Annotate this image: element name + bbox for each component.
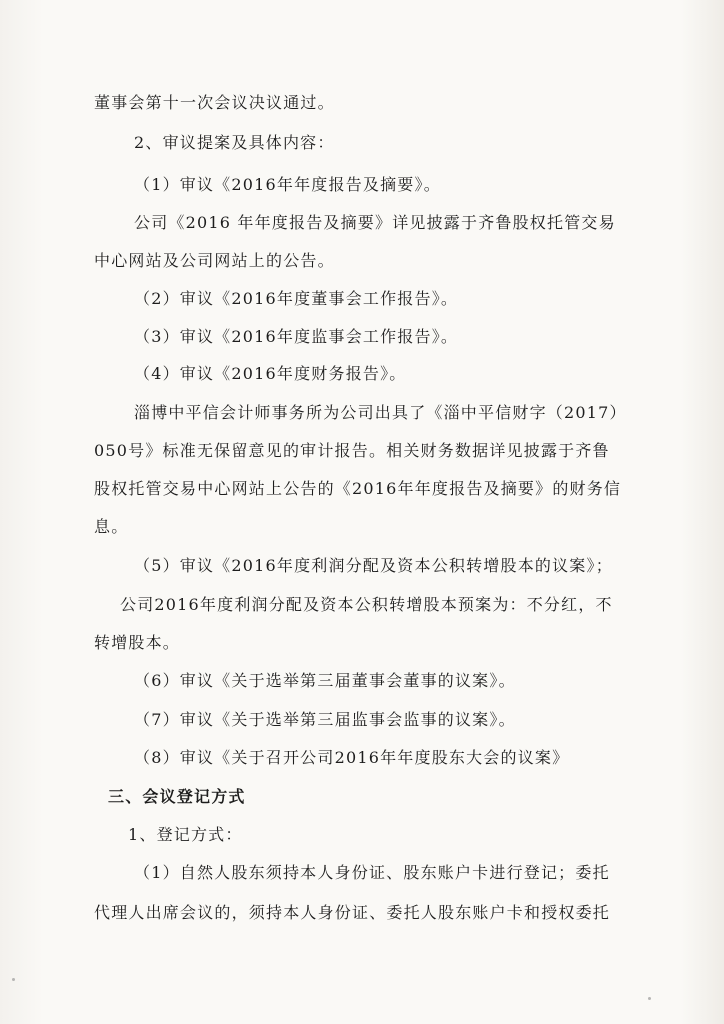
text-line-3: （1）审议《2016年年度报告及摘要》。 (134, 175, 441, 194)
scan-speck (12, 978, 15, 981)
text-line-5: 中心网站及公司网站上的公告。 (94, 251, 335, 270)
section-heading: 三、会议登记方式 (108, 787, 246, 806)
text-line-21: （1）自然人股东须持本人身份证、股东账户卡进行登记；委托 (134, 863, 610, 882)
text-line-4: 公司《2016 年年度报告及摘要》详见披露于齐鲁股权托管交易 (134, 213, 616, 232)
scan-speck (648, 997, 651, 1000)
text-line-15: 转增股本。 (94, 633, 181, 652)
text-line-8: （4）审议《2016年度财务报告》。 (134, 364, 407, 383)
text-line-10: 050号》标准无保留意见的审计报告。相关财务数据详见披露于齐鲁 (94, 441, 610, 460)
text-line-1: 董事会第十一次会议决议通过。 (94, 93, 335, 112)
text-line-16: （6）审议《关于选举第三届董事会董事的议案》。 (134, 671, 516, 690)
text-line-11: 股权托管交易中心网站上公告的《2016年年度报告及摘要》的财务信 (94, 479, 622, 498)
text-line-18: （8）审议《关于召开公司2016年年度股东大会的议案》 (134, 748, 570, 767)
text-line-2: 2、审议提案及具体内容： (134, 133, 335, 152)
text-line-9: 淄博中平信会计师事务所为公司出具了《淄中平信财字（2017） (134, 403, 627, 422)
text-line-13: （5）审议《2016年度利润分配及资本公积转增股本的议案》； (134, 556, 613, 575)
text-line-14: 公司2016年度利润分配及资本公积转增股本预案为：不分红，不 (120, 595, 613, 614)
text-line-12: 息。 (94, 517, 129, 536)
text-line-17: （7）审议《关于选举第三届监事会监事的议案》。 (134, 710, 516, 729)
text-line-20: 1、登记方式： (128, 825, 243, 844)
text-line-7: （3）审议《2016年度监事会工作报告》。 (134, 327, 459, 346)
text-line-6: （2）审议《2016年度董事会工作报告》。 (134, 289, 459, 308)
text-line-22: 代理人出席会议的，须持本人身份证、委托人股东账户卡和授权委托 (94, 903, 611, 922)
